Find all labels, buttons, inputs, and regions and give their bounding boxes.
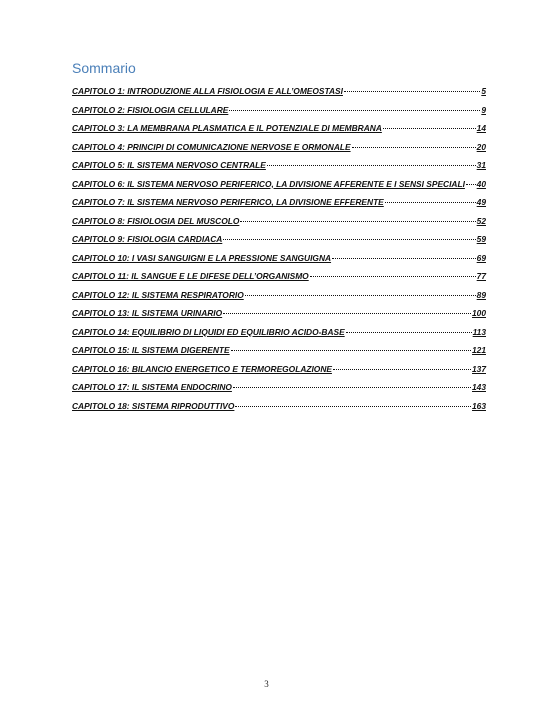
toc-entry-title[interactable]: CAPITOLO 5: IL SISTEMA NERVOSO CENTRALE	[72, 160, 266, 170]
toc-entry-1[interactable]	[72, 86, 486, 105]
toc-entry-title[interactable]: CAPITOLO 9: FISIOLOGIA CARDIACA	[72, 234, 223, 244]
toc-entry-title[interactable]: CAPITOLO 13: IL SISTEMA URINARIO	[72, 308, 223, 318]
toc-dot-leader	[229, 110, 480, 111]
toc-entry-17[interactable]	[72, 382, 486, 401]
toc-entry-13[interactable]	[72, 308, 486, 327]
toc-dot-leader	[332, 258, 476, 259]
toc-dot-leader	[245, 295, 476, 296]
toc-entry-4[interactable]	[72, 142, 486, 161]
toc-entry-page[interactable]: 137	[472, 363, 486, 374]
toc-entry-page[interactable]: 77	[476, 271, 486, 281]
toc-entry-page[interactable]: 31	[476, 160, 486, 170]
toc-dot-leader	[223, 313, 471, 314]
toc-title: Sommario	[72, 60, 136, 76]
toc-entry-page[interactable]: 9	[481, 104, 486, 115]
toc-dot-leader	[223, 239, 475, 240]
page-number: 3	[264, 679, 269, 689]
toc-entry-title[interactable]: CAPITOLO 7: IL SISTEMA NERVOSO PERIFERICO, LA DIVISIONE EFFERENTE	[72, 197, 384, 207]
toc-entry-title[interactable]: CAPITOLO 2: FISIOLOGIA CELLULARE	[72, 104, 229, 115]
toc-entry-14[interactable]	[72, 327, 486, 346]
toc-entry-15[interactable]	[72, 345, 486, 364]
toc-entry-6[interactable]	[72, 179, 486, 198]
toc-entry-title[interactable]: CAPITOLO 17: IL SISTEMA ENDOCRINO	[72, 382, 232, 392]
toc-dot-leader	[231, 350, 471, 351]
toc-dot-leader	[346, 332, 472, 333]
toc-entry-title[interactable]: CAPITOLO 18: SISTEMA RIPRODUTTIVO	[72, 400, 235, 411]
toc-entry-page[interactable]: 52	[476, 215, 486, 226]
toc-list	[72, 86, 486, 419]
toc-entry-page[interactable]: 69	[476, 252, 486, 263]
toc-entry-title[interactable]: CAPITOLO 15: IL SISTEMA DIGERENTE	[72, 345, 230, 355]
toc-entry-2[interactable]	[72, 105, 486, 124]
toc-entry-title[interactable]: CAPITOLO 12: IL SISTEMA RESPIRATORIO	[72, 289, 244, 300]
toc-entry-11[interactable]	[72, 271, 486, 290]
toc-entry-page[interactable]: 100	[472, 308, 486, 318]
toc-entry-page[interactable]: 49	[476, 197, 486, 207]
toc-entry-title[interactable]: CAPITOLO 8: FISIOLOGIA DEL MUSCOLO	[72, 215, 240, 226]
toc-dot-leader	[385, 202, 476, 203]
toc-entry-title[interactable]: CAPITOLO 11: IL SANGUE E LE DIFESE DELL’ORGANISMO	[72, 271, 309, 281]
toc-entry-title[interactable]: CAPITOLO 6: IL SISTEMA NERVOSO PERIFERICO, LA DIVISIONE AFFERENTE E I SENSI SPECIALI	[72, 178, 465, 189]
toc-dot-leader	[344, 91, 480, 92]
toc-dot-leader	[333, 369, 471, 370]
toc-entry-title[interactable]: CAPITOLO 14: EQUILIBRIO DI LIQUIDI ED EQUILIBRIO ACIDO-BASE	[72, 326, 345, 337]
toc-entry-10[interactable]	[72, 253, 486, 272]
toc-entry-page[interactable]: 121	[472, 345, 486, 355]
toc-entry-page[interactable]: 40	[476, 178, 486, 189]
toc-entry-page[interactable]: 59	[476, 234, 486, 244]
toc-entry-page[interactable]: 5	[481, 86, 486, 96]
toc-entry-title[interactable]: CAPITOLO 1: INTRODUZIONE ALLA FISIOLOGIA E ALL’OMEOSTASI	[72, 86, 343, 96]
toc-entry-12[interactable]	[72, 290, 486, 309]
toc-dot-leader	[267, 165, 476, 166]
toc-dot-leader	[383, 128, 476, 129]
toc-entry-page[interactable]: 163	[472, 400, 486, 411]
toc-dot-leader	[233, 387, 471, 388]
toc-entry-title[interactable]: CAPITOLO 3: LA MEMBRANA PLASMATICA E IL POTENZIALE DI MEMBRANA	[72, 123, 382, 133]
toc-entry-3[interactable]	[72, 123, 486, 142]
toc-entry-18[interactable]	[72, 401, 486, 420]
toc-entry-page[interactable]: 89	[476, 289, 486, 300]
toc-dot-leader	[352, 147, 476, 148]
toc-entry-page[interactable]: 143	[472, 382, 486, 392]
toc-entry-title[interactable]: CAPITOLO 4: PRINCIPI DI COMUNICAZIONE NERVOSE E ORMONALE	[72, 141, 351, 152]
toc-entry-page[interactable]: 14	[476, 123, 486, 133]
toc-dot-leader	[466, 184, 476, 185]
toc-entry-8[interactable]	[72, 216, 486, 235]
toc-entry-7[interactable]	[72, 197, 486, 216]
toc-entry-5[interactable]	[72, 160, 486, 179]
toc-entry-page[interactable]: 20	[476, 141, 486, 152]
toc-entry-title[interactable]: CAPITOLO 10: I VASI SANGUIGNI E LA PRESSIONE SANGUIGNA	[72, 252, 332, 263]
toc-entry-title[interactable]: CAPITOLO 16: BILANCIO ENERGETICO E TERMOREGOLAZIONE	[72, 363, 332, 374]
toc-dot-leader	[235, 406, 471, 407]
toc-entry-9[interactable]	[72, 234, 486, 253]
toc-entry-16[interactable]	[72, 364, 486, 383]
toc-dot-leader	[310, 276, 476, 277]
toc-entry-page[interactable]: 113	[472, 326, 486, 337]
toc-dot-leader	[240, 221, 475, 222]
